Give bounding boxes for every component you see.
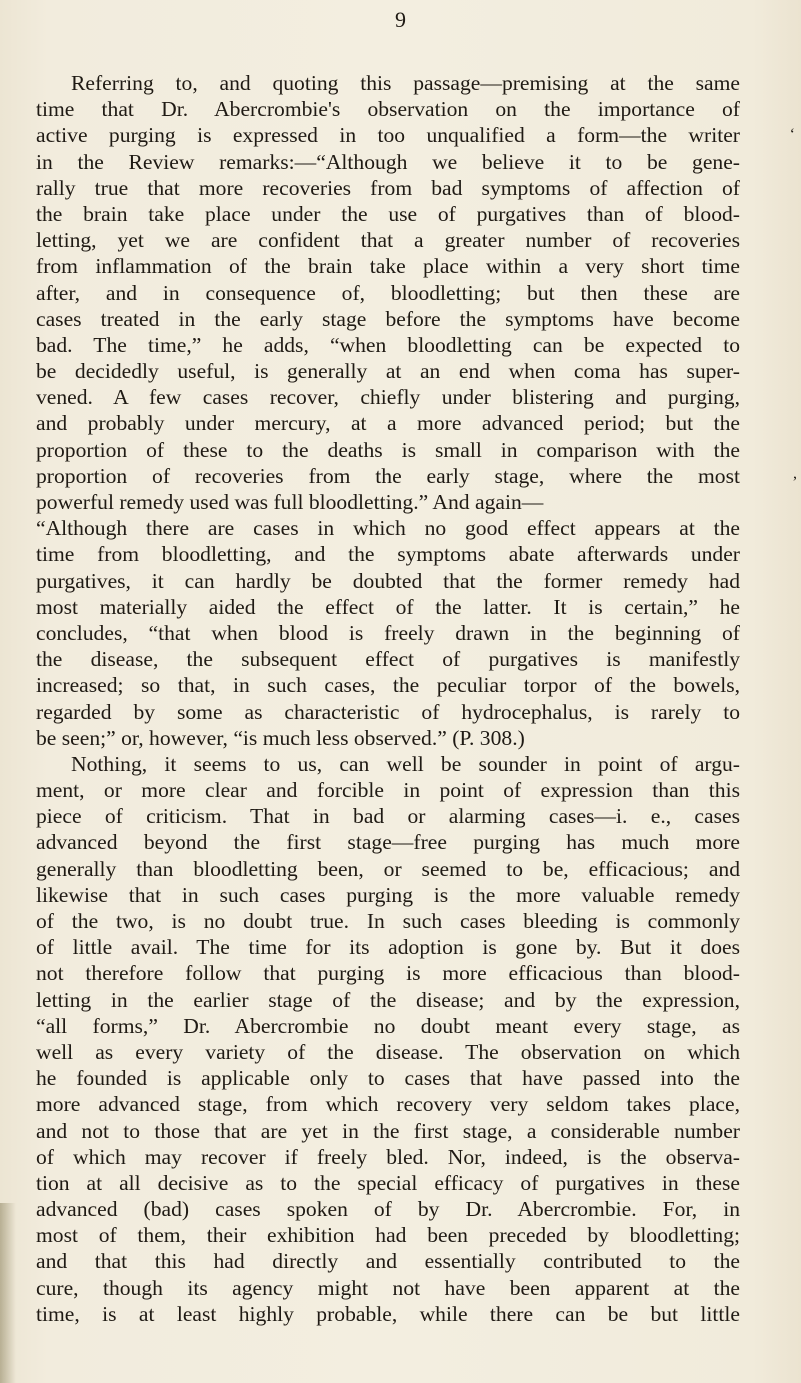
- text-line: letting, yet we are confident that a greater number of recoveries: [36, 228, 740, 253]
- text-line: ment, or more clear and forcible in point of expression than this: [36, 778, 740, 803]
- text-line: piece of criticism. That in bad or alarming cases—i. e., cases: [36, 804, 740, 829]
- text-line: increased; so that, in such cases, the peculiar torpor of the bowels,: [36, 673, 740, 698]
- text-line: and that this had directly and essentially contributed to the: [36, 1249, 740, 1274]
- text-line: active purging is expressed in too unqualified a form—the writer: [36, 123, 740, 148]
- text-line: advanced (bad) cases spoken of by Dr. Abercrombie. For, in: [36, 1197, 740, 1222]
- text-line: regarded by some as characteristic of hydrocephalus, is rarely to: [36, 699, 740, 724]
- text-line: well as every variety of the disease. The observation on which: [36, 1039, 740, 1064]
- text-line: “Although there are cases in which no good effect appears at the: [36, 516, 740, 541]
- text-line: and not to those that are yet in the first stage, a considerable number: [36, 1118, 740, 1143]
- text-line: concludes, “that when blood is freely drawn in the beginning of: [36, 620, 740, 645]
- text-line: powerful remedy used was full bloodletting.” And again—: [36, 490, 544, 514]
- text-line: he founded is applicable only to cases that have passed into the: [36, 1066, 740, 1091]
- text-line: cure, though its agency might not have been apparent at the: [36, 1275, 740, 1300]
- text-line: time from bloodletting, and the symptoms abate afterwards under: [36, 542, 740, 567]
- text-line: “all forms,” Dr. Abercrombie no doubt meant every stage, as: [36, 1013, 740, 1038]
- text-line: from inflammation of the brain take place within a very short time: [36, 254, 740, 279]
- text-line: be seen;” or, however, “is much less observed.” (P. 308.): [36, 725, 525, 750]
- text-line: of which may recover if freely bled. Nor, indeed, is the observa-: [36, 1144, 740, 1169]
- text-line: likewise that in such cases purging is the more valuable remedy: [36, 882, 740, 907]
- text-line: more advanced stage, from which recovery very seldom takes place,: [36, 1092, 740, 1117]
- text-line: not therefore follow that purging is more efficacious than blood-: [36, 961, 740, 986]
- text-line: purgatives, it can hardly be doubted that the former remedy had: [36, 568, 740, 593]
- text-line: bad. The time,” he adds, “when bloodletting can be expected to: [36, 332, 740, 357]
- text-line: Nothing, it seems to us, can well be sounder in point of argu-: [71, 751, 740, 776]
- margin-mark: ‘: [789, 126, 795, 143]
- text-line: of little avail. The time for its adoption is gone by. But it does: [36, 935, 740, 960]
- page-number: 9: [395, 7, 406, 32]
- text-line: proportion of these to the deaths is small in comparison with the: [36, 437, 740, 462]
- text-line: advanced beyond the first stage—free purging has much more: [36, 830, 740, 855]
- text-line: generally than bloodletting been, or seemed to be, efficacious; and: [36, 856, 740, 881]
- text-line: Referring to, and quoting this passage—premising at the same: [71, 71, 740, 95]
- text-line: the brain take place under the use of purgatives than of blood-: [36, 201, 740, 226]
- text-line: in the Review remarks:—“Although we believe it to be gene-: [36, 149, 740, 174]
- text-line: letting in the earlier stage of the disease; and by the expression,: [36, 987, 740, 1012]
- text-line: cases treated in the early stage before the symptoms have become: [36, 306, 740, 331]
- text-line: of the two, is no doubt true. In such cases bleeding is commonly: [36, 909, 740, 933]
- text-line: tion at all decisive as to the special efficacy of purgatives in these: [36, 1170, 740, 1195]
- text-line: time that Dr. Abercrombie's observation on the importance of: [36, 97, 740, 122]
- text-line: rally true that more recoveries from bad symptoms of affection of: [36, 175, 740, 200]
- text-line: and probably under mercury, at a more advanced period; but the: [36, 411, 740, 436]
- text-line: the disease, the subsequent effect of purgatives is manifestly: [36, 647, 740, 672]
- text-line: be decidedly useful, is generally at an end when coma has super-: [36, 359, 740, 384]
- text-line: vened. A few cases recover, chiefly under blistering and purging,: [36, 385, 740, 410]
- margin-mark: ,: [793, 465, 797, 482]
- page-edge-shadow: [0, 1203, 16, 1383]
- text-line: time, is at least highly probable, while there can be but little: [36, 1301, 740, 1326]
- text-line: most materially aided the effect of the latter. It is certain,” he: [36, 594, 740, 619]
- body-text: [36, 70, 740, 1327]
- text-line: proportion of recoveries from the early stage, where the most: [36, 463, 740, 488]
- text-line: after, and in consequence of, bloodletting; but then these are: [36, 280, 740, 305]
- text-line: most of them, their exhibition had been preceded by bloodletting;: [36, 1223, 740, 1248]
